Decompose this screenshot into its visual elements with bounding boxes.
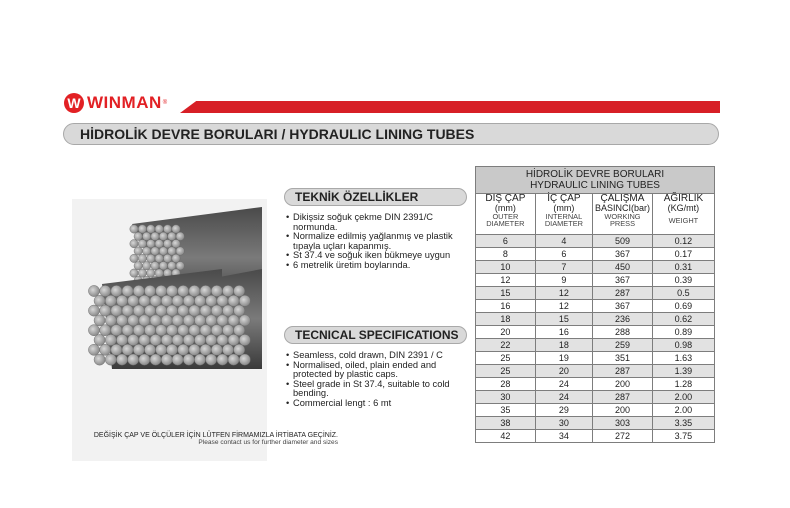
- tube-end: [105, 334, 116, 345]
- tube-end: [176, 232, 184, 240]
- tube-end: [138, 225, 146, 233]
- tube-end: [142, 247, 150, 255]
- tube-end: [163, 225, 171, 233]
- tube-end: [134, 262, 142, 270]
- tube-end: [147, 254, 155, 262]
- tube-end: [151, 247, 159, 255]
- tube-end: [172, 334, 183, 345]
- tube-end: [222, 325, 233, 336]
- tube-end: [206, 315, 217, 326]
- tube-end: [150, 315, 161, 326]
- table-cell: 15: [476, 287, 536, 300]
- tube-end: [151, 262, 159, 270]
- table-cell: 1.28: [652, 378, 714, 391]
- list-item: • Dikişsiz soğuk çekme DIN 2391/C normunda.: [286, 213, 476, 232]
- tube-end: [134, 247, 142, 255]
- tube-end: [239, 315, 250, 326]
- table-cell: 367: [593, 248, 653, 261]
- table-title-row: [476, 167, 715, 194]
- tube-end: [147, 269, 155, 277]
- tube-end: [217, 354, 228, 365]
- tube-end: [183, 354, 194, 365]
- tube-end: [100, 325, 111, 336]
- table-cell: 20: [476, 326, 536, 339]
- tube-end: [156, 325, 167, 336]
- table-title-tr: HİDROLİK DEVRE BORULARI: [525, 169, 665, 180]
- table-cell: 30: [535, 417, 592, 430]
- tube-end: [147, 240, 155, 248]
- table-cell: 22: [476, 339, 536, 352]
- list-item: • Commercial lengt : 6 mt: [286, 399, 464, 409]
- table-cell: 20: [535, 365, 592, 378]
- tube-end: [116, 354, 127, 365]
- tube-end: [138, 269, 146, 277]
- tube-end: [156, 285, 167, 296]
- table-cell: 287: [593, 287, 653, 300]
- table-cell: 272: [593, 430, 653, 443]
- table-cell: 509: [593, 235, 653, 248]
- table-cell: 3.35: [652, 417, 714, 430]
- tube-end: [176, 247, 184, 255]
- tube-end: [200, 344, 211, 355]
- table-cell: 0.17: [652, 248, 714, 261]
- tube-end: [206, 295, 217, 306]
- brand-logo: [64, 92, 167, 114]
- tube-end: [151, 232, 159, 240]
- table-row: [476, 274, 715, 287]
- table-cell: 4: [535, 235, 592, 248]
- col-label-en: WEIGHT: [668, 216, 699, 225]
- col-label-en: PRESS: [609, 219, 636, 229]
- tube-bundles-photo: [72, 199, 267, 461]
- tube-end: [163, 240, 171, 248]
- tube-end: [150, 334, 161, 345]
- tube-end: [138, 240, 146, 248]
- table-cell: 0.39: [652, 274, 714, 287]
- table-cell: 287: [593, 365, 653, 378]
- tube-end: [172, 315, 183, 326]
- tube-end: [128, 334, 139, 345]
- table-cell: 450: [593, 261, 653, 274]
- table-cell: 7: [535, 261, 592, 274]
- tube-end: [139, 354, 150, 365]
- tube-end: [100, 305, 111, 316]
- registered-mark: ®: [162, 100, 168, 106]
- table-row: [476, 287, 715, 300]
- table-cell: 367: [593, 274, 653, 287]
- tube-end: [228, 334, 239, 345]
- table-cell: 25: [476, 352, 536, 365]
- tube-end: [189, 305, 200, 316]
- tube-end: [111, 325, 122, 336]
- col-unit: BASINCI(bar): [594, 203, 650, 213]
- tube-end: [217, 295, 228, 306]
- table-cell: 351: [593, 352, 653, 365]
- tube-end: [163, 254, 171, 262]
- tube-end: [228, 315, 239, 326]
- table-cell: 288: [593, 326, 653, 339]
- tube-end: [105, 315, 116, 326]
- tube-end: [211, 285, 222, 296]
- col-label-en: OUTER: [492, 212, 519, 221]
- tube-end: [178, 344, 189, 355]
- table-row: [476, 430, 715, 443]
- table-cell: 12: [476, 274, 536, 287]
- tube-end: [94, 315, 105, 326]
- tube-end: [142, 262, 150, 270]
- table-cell: 303: [593, 417, 653, 430]
- page-title: HİDROLİK DEVRE BORULARI / HYDRAULIC LINING TUBES: [80, 126, 475, 142]
- tube-end: [161, 354, 172, 365]
- table-title-en: HYDRAULIC LINING TUBES: [530, 180, 660, 191]
- tube-end: [94, 354, 105, 365]
- table-row: [476, 352, 715, 365]
- tube-end: [166, 285, 177, 296]
- tube-end: [88, 305, 99, 316]
- table-cell: 6: [476, 235, 536, 248]
- tube-end: [133, 285, 144, 296]
- table-cell: 259: [593, 339, 653, 352]
- table-row: [476, 326, 715, 339]
- tube-end: [128, 295, 139, 306]
- table-row: [476, 261, 715, 274]
- tube-end: [178, 305, 189, 316]
- tube-end: [222, 344, 233, 355]
- tube-end: [144, 285, 155, 296]
- column-header-internal-diameter: [535, 194, 592, 235]
- tube-end: [134, 232, 142, 240]
- tube-end: [130, 225, 138, 233]
- tech-tr-heading: TEKNİK ÖZELLİKLER: [284, 188, 467, 206]
- col-unit: (mm): [553, 203, 575, 213]
- column-header-weight: [652, 194, 714, 235]
- table-body: [476, 235, 715, 443]
- col-label-tr: ÇALIŞMA: [600, 193, 645, 204]
- tube-end: [130, 269, 138, 277]
- tube-end: [111, 344, 122, 355]
- tube-end: [234, 325, 245, 336]
- tube-end: [122, 325, 133, 336]
- tube-end: [94, 334, 105, 345]
- tube-end: [94, 295, 105, 306]
- tube-end: [88, 285, 99, 296]
- list-item: • Seamless, cold drawn, DIN 2391 / C: [286, 351, 464, 361]
- tube-end: [150, 354, 161, 365]
- table-cell: 8: [476, 248, 536, 261]
- table-cell: 34: [535, 430, 592, 443]
- tube-end: [138, 254, 146, 262]
- table-row: [476, 417, 715, 430]
- tech-tr-list: [286, 213, 476, 271]
- table-cell: 29: [535, 404, 592, 417]
- tube-end: [172, 354, 183, 365]
- tube-end: [122, 344, 133, 355]
- table-cell: 0.12: [652, 235, 714, 248]
- tube-end: [189, 285, 200, 296]
- table-row: [476, 378, 715, 391]
- tube-end: [116, 295, 127, 306]
- table-cell: 9: [535, 274, 592, 287]
- column-header-working-pressure: [593, 194, 653, 235]
- table-cell: 24: [535, 391, 592, 404]
- tube-end: [147, 225, 155, 233]
- table-row: [476, 339, 715, 352]
- table-cell: 3.75: [652, 430, 714, 443]
- tube-end: [139, 295, 150, 306]
- tube-end: [111, 285, 122, 296]
- tube-end: [239, 334, 250, 345]
- col-label-tr: İÇ ÇAP: [547, 193, 581, 204]
- tube-end: [222, 305, 233, 316]
- brand-name: WINMAN: [87, 93, 162, 112]
- tube-end: [172, 295, 183, 306]
- col-label-en: WORKING: [604, 212, 641, 221]
- tube-end: [189, 344, 200, 355]
- table-row: [476, 404, 715, 417]
- tube-end: [156, 344, 167, 355]
- tube-end: [206, 334, 217, 345]
- tube-end: [130, 254, 138, 262]
- table-row: [476, 365, 715, 378]
- table-cell: 18: [476, 313, 536, 326]
- tube-end: [178, 325, 189, 336]
- table-cell: 24: [535, 378, 592, 391]
- table-cell: 236: [593, 313, 653, 326]
- table-row: [476, 391, 715, 404]
- table-cell: 19: [535, 352, 592, 365]
- tube-end: [200, 305, 211, 316]
- tube-end: [159, 262, 167, 270]
- tube-end: [88, 325, 99, 336]
- tube-end: [172, 225, 180, 233]
- col-label-en: INTERNAL: [545, 212, 583, 221]
- tube-end: [144, 344, 155, 355]
- table-cell: 0.69: [652, 300, 714, 313]
- tube-end: [178, 285, 189, 296]
- col-unit: (mm): [494, 203, 516, 213]
- tube-end: [217, 315, 228, 326]
- tube-end: [144, 305, 155, 316]
- table-cell: 16: [535, 326, 592, 339]
- tubes-table: [475, 166, 715, 443]
- table-cell: 287: [593, 391, 653, 404]
- table-row: [476, 235, 715, 248]
- table-cell: 1.63: [652, 352, 714, 365]
- table-cell: 0.62: [652, 313, 714, 326]
- col-label-tr: AĞIRLIK: [663, 193, 704, 204]
- list-item: • St 37.4 ve soğuk iken bükmeye uygun: [286, 251, 476, 261]
- table-cell: 0.89: [652, 326, 714, 339]
- tube-end: [159, 232, 167, 240]
- table-cell: 30: [476, 391, 536, 404]
- table-cell: 35: [476, 404, 536, 417]
- tube-end: [133, 325, 144, 336]
- tube-end: [234, 305, 245, 316]
- tube-end: [194, 295, 205, 306]
- col-unit: (KG/mt): [667, 203, 700, 213]
- tube-end: [194, 354, 205, 365]
- tech-en-heading: TECNICAL SPECIFICATIONS: [284, 326, 467, 344]
- tube-end: [155, 225, 163, 233]
- header-red-bar: [180, 101, 720, 113]
- tube-end: [166, 325, 177, 336]
- tube-end: [159, 247, 167, 255]
- tube-end: [139, 315, 150, 326]
- table-cell: 38: [476, 417, 536, 430]
- tube-end: [183, 295, 194, 306]
- tube-end: [150, 295, 161, 306]
- tube-end: [200, 285, 211, 296]
- tube-end: [122, 285, 133, 296]
- tube-end: [128, 315, 139, 326]
- table-cell: 28: [476, 378, 536, 391]
- tube-end: [211, 344, 222, 355]
- tube-end: [228, 295, 239, 306]
- tube-end: [88, 344, 99, 355]
- table-cell: 367: [593, 300, 653, 313]
- tube-end: [155, 254, 163, 262]
- tube-end: [239, 295, 250, 306]
- tube-end: [183, 315, 194, 326]
- contact-note-en: Please contact us for further diameter and sizes: [198, 439, 338, 446]
- tube-end: [166, 305, 177, 316]
- tube-end: [142, 232, 150, 240]
- logo-w-icon: W: [64, 93, 84, 113]
- table-cell: 12: [535, 287, 592, 300]
- tube-end: [234, 285, 245, 296]
- list-item: • Normalize edilmiş yağlanmış ve plastik tıpayla uçları kapanmış.: [286, 232, 476, 251]
- tube-end: [183, 334, 194, 345]
- table-cell: 0.5: [652, 287, 714, 300]
- table-cell: 12: [535, 300, 592, 313]
- table-cell: 200: [593, 378, 653, 391]
- tube-end: [200, 325, 211, 336]
- list-item: • Normalised, oiled, plain ended and protected by plastic caps.: [286, 361, 464, 380]
- tube-end: [168, 262, 176, 270]
- table-cell: 25: [476, 365, 536, 378]
- table-cell: 6: [535, 248, 592, 261]
- table-cell: 10: [476, 261, 536, 274]
- tube-end: [172, 240, 180, 248]
- tube-end: [128, 354, 139, 365]
- tube-end: [133, 344, 144, 355]
- col-label-tr: DIŞ ÇAP: [485, 193, 526, 204]
- table-title: [476, 167, 715, 194]
- tube-end: [130, 240, 138, 248]
- tube-end: [155, 269, 163, 277]
- tube-end: [206, 354, 217, 365]
- tube-end: [228, 354, 239, 365]
- tube-end: [234, 344, 245, 355]
- tube-end: [116, 334, 127, 345]
- table-cell: 1.39: [652, 365, 714, 378]
- tube-end: [155, 240, 163, 248]
- contact-note: [72, 432, 338, 446]
- tech-en-list: [286, 351, 464, 409]
- tube-end: [133, 305, 144, 316]
- tube-end: [111, 305, 122, 316]
- tube-end: [176, 262, 184, 270]
- table-row: [476, 248, 715, 261]
- tube-end: [161, 295, 172, 306]
- tube-end: [122, 305, 133, 316]
- table-cell: 18: [535, 339, 592, 352]
- table-cell: 0.31: [652, 261, 714, 274]
- tube-end: [168, 247, 176, 255]
- tube-end: [139, 334, 150, 345]
- tube-end: [222, 285, 233, 296]
- tube-bundles-illustration: [72, 199, 267, 461]
- tube-end: [239, 354, 250, 365]
- tube-end: [100, 285, 111, 296]
- col-label-en: DIAMETER: [544, 219, 584, 229]
- table-cell: 42: [476, 430, 536, 443]
- table-cell: 2.00: [652, 391, 714, 404]
- table-cell: 16: [476, 300, 536, 313]
- tube-end: [211, 325, 222, 336]
- table-row: [476, 313, 715, 326]
- tube-end: [172, 254, 180, 262]
- table-cell: 2.00: [652, 404, 714, 417]
- tube-end: [161, 315, 172, 326]
- table-header-row: [476, 194, 715, 235]
- table-cell: 15: [535, 313, 592, 326]
- tube-end: [100, 344, 111, 355]
- tube-end: [189, 325, 200, 336]
- tube-end: [194, 315, 205, 326]
- table-cell: 200: [593, 404, 653, 417]
- table-cell: 0.98: [652, 339, 714, 352]
- tube-end: [105, 354, 116, 365]
- list-item: • 6 metrelik üretim boylarında.: [286, 261, 476, 271]
- tube-end: [166, 344, 177, 355]
- list-item: • Steel grade in St 37.4, suitable to cold bending.: [286, 380, 464, 399]
- tube-end: [161, 334, 172, 345]
- col-label-en: DIAMETER: [486, 219, 525, 229]
- tube-end: [194, 334, 205, 345]
- tube-end: [168, 232, 176, 240]
- tube-end: [211, 305, 222, 316]
- contact-note-tr: DEĞİŞİK ÇAP VE ÖLÇÜLER İÇİN LÜTFEN FİRMAMIZLA İRTİBATA GEÇİNİZ.: [93, 432, 338, 439]
- tube-end: [144, 325, 155, 336]
- tube-end: [116, 315, 127, 326]
- tube-end: [217, 334, 228, 345]
- tube-end: [105, 295, 116, 306]
- tube-end: [156, 305, 167, 316]
- table-row: [476, 300, 715, 313]
- column-header-outer-diameter: [476, 194, 536, 235]
